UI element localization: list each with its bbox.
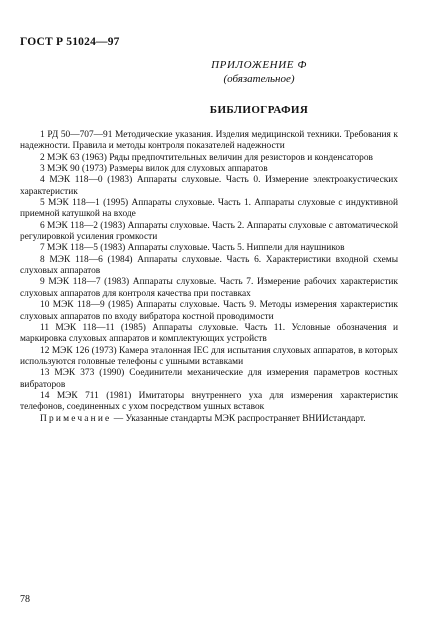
- reference-item: 1 РД 50—707—91 Методические указания. Изделия медицинской техники. Требования к надежности. Правила и методы контроля показателей надежности: [20, 130, 398, 152]
- reference-item: 14 МЭК 711 (1981) Имитаторы внутреннего уха для измерения характеристик телефонов, соединенных с ухом посредством ушных вставок: [20, 390, 398, 413]
- bibliography-title: БИБЛИОГРАФИЯ: [209, 104, 309, 116]
- appendix-status: (обязательное): [223, 73, 295, 85]
- page-number: 78: [20, 594, 30, 605]
- note-label: Примечание: [40, 413, 112, 424]
- reference-item: 10 МЭК 118—9 (1985) Аппараты слуховые. Часть 9. Методы измерения характеристик слуховых аппаратов по входу вибратора костной проводимости: [20, 300, 398, 322]
- appendix-heading: [0, 59, 422, 85]
- reference-item: 4 МЭК 118—0 (1983) Аппараты слуховые. Часть 0. Измерение электроакустических характеристик: [20, 175, 398, 197]
- appendix-title: ПРИЛОЖЕНИЕ Ф: [211, 59, 307, 71]
- reference-item: 6 МЭК 118—2 (1983) Аппараты слуховые. Часть 2. Аппараты слуховые с автоматической регулировкой усиления громкости: [20, 220, 398, 243]
- reference-item: 9 МЭК 118—7 (1983) Аппараты слуховые. Часть 7. Измерение рабочих характеристик слуховых аппаратов для контроля качества при поставках: [20, 277, 398, 299]
- note-text: — Указанные стандарты МЭК распространяет ВНИИстандарт.: [113, 413, 366, 424]
- reference-item: 3 МЭК 90 (1973) Размеры вилок для слуховых аппаратов: [40, 164, 268, 175]
- reference-item: 8 МЭК 118—6 (1984) Аппараты слуховые. Часть 6. Характеристики входной схемы слуховых аппаратов: [20, 254, 398, 277]
- note: [20, 414, 398, 425]
- document-code: ГОСТ Р 51024—97: [20, 36, 120, 48]
- reference-list: [20, 130, 398, 425]
- reference-item: 13 МЭК 373 (1990) Соединители механические для измерения параметров костных вибраторов: [20, 368, 398, 390]
- reference-item: 12 МЭК 126 (1973) Камера эталонная IEC для испытания слуховых аппаратов, в которых используются головные телефоны с ушными вставками: [20, 345, 398, 367]
- reference-item: 7 МЭК 118—5 (1983) Аппараты слуховые. Часть 5. Ниппели для наушников: [40, 243, 345, 254]
- reference-item: 11 МЭК 118—11 (1985) Аппараты слуховые. Часть 11. Условные обозначения и маркировка слуховых аппаратов и комплектующих устройств: [20, 322, 398, 345]
- reference-item: 5 МЭК 118—1 (1995) Аппараты слуховые. Часть 1. Аппараты слуховые с индуктивной приемной катушкой на входе: [20, 198, 398, 220]
- reference-item: 2 МЭК 63 (1963) Ряды предпочтительных величин для резисторов и конденсаторов: [40, 152, 373, 163]
